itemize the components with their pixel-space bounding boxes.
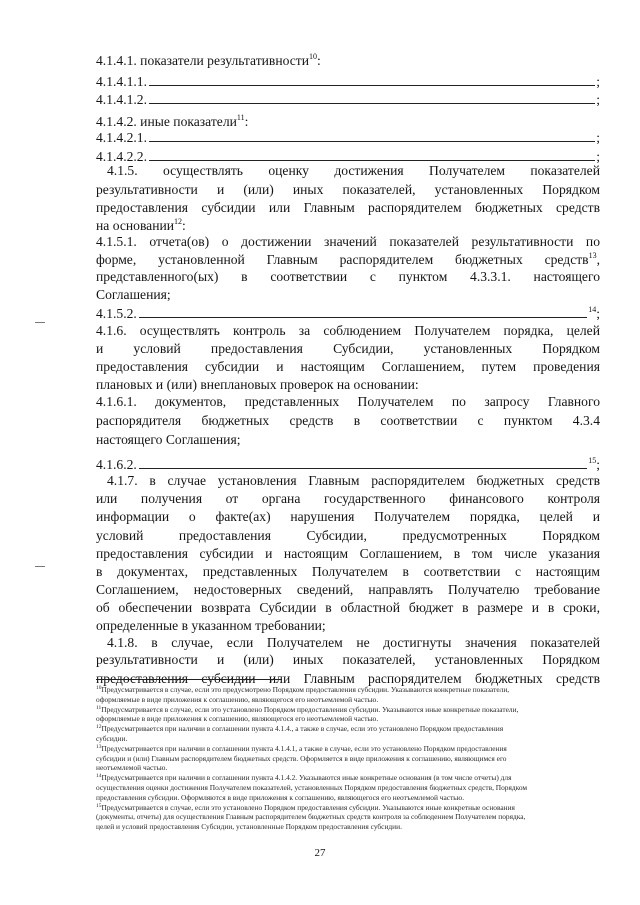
line-content <box>96 182 600 197</box>
fill-in-line <box>96 73 600 90</box>
footnote-text: предоставления субсидии. Оформляются в виде приложения к соглашению, являющегося его неотъемлемой частью. <box>96 792 465 802</box>
footnote-line <box>96 754 596 764</box>
footnote-reference: 15 <box>588 456 597 465</box>
line-text: 4.1.6. осуществлять контроль за соблюдением Получателем порядка, целей <box>96 323 600 338</box>
line-text: 4.1.8. в случае, если Получателем не достигнуты значения показателей <box>107 635 600 650</box>
line-content <box>107 163 600 178</box>
clause-label: 4.1.4.1. показатели результативности <box>96 53 309 68</box>
footnote-reference: 11 <box>236 113 245 122</box>
footnote-line <box>96 812 596 822</box>
paragraph-line <box>96 199 600 216</box>
line-end: ; <box>596 149 600 164</box>
line-content <box>107 635 600 650</box>
footnote-text: неотъемлемой частью. <box>96 763 168 773</box>
line-content <box>96 600 600 615</box>
blank-fill-line <box>149 102 595 104</box>
footnote-text: (документы, отчеты) для осуществления Главным распорядителем бюджетных средств контроля за соблюдением Получателем порядка, <box>96 812 526 822</box>
line-text: определенные в указанном требовании; <box>96 618 326 633</box>
clause-label: 4.1.4.2.1. <box>96 130 147 145</box>
footnote-text: субсидии. <box>96 734 128 743</box>
paragraph-line <box>107 472 600 489</box>
line-end: ; <box>596 306 600 321</box>
line-end: ; <box>596 130 600 145</box>
line-text: предоставления субсидии и настоящим Соглашением, путем проведения <box>96 359 600 374</box>
line-content <box>96 200 600 215</box>
line-text: результативности и (или) иных показателей, установленных Порядком <box>96 182 600 197</box>
footnote-text: Предусматривается в случае, если это установлено Порядком предоставления субсидии. Указываются иные конкретные основания <box>101 802 515 812</box>
line-text: 4.1.5. осуществлять оценку достижения Получателем показателей <box>107 163 600 178</box>
paragraph-line <box>96 340 600 357</box>
fill-in-line <box>96 129 600 146</box>
footnote-line <box>96 763 596 773</box>
line-text: 4.1.6.1. документов, представленных Получателем по запросу Главного <box>96 394 600 409</box>
footnote-line <box>96 724 596 734</box>
clause-label: 4.1.6.2. <box>96 457 137 472</box>
line-text: результативности и (или) иных показателей, установленных Порядком <box>96 652 600 667</box>
footnote-reference: 10 <box>309 52 317 61</box>
footnote-reference: 12 <box>174 217 183 226</box>
line-content <box>96 528 600 543</box>
line-content <box>96 323 600 338</box>
blank-fill-line <box>139 467 587 469</box>
paragraph-line <box>96 268 600 285</box>
line-content <box>107 473 600 488</box>
clause-label: 4.1.4.2.2. <box>96 149 147 164</box>
footnote-reference: 14 <box>588 305 597 314</box>
footnote-reference: 13 <box>96 743 102 750</box>
line-content <box>96 287 171 302</box>
line-content <box>96 234 600 249</box>
footnote-line <box>96 734 596 744</box>
line-content <box>96 618 326 633</box>
footnote-reference: 10 <box>96 685 102 691</box>
line-content <box>96 269 600 284</box>
clause-label: 4.1.4.1.2. <box>96 92 147 107</box>
line-content <box>96 252 600 267</box>
line-text: 4.1.5.1. отчета(ов) о достижении значений показателей результативности по <box>96 234 600 249</box>
paragraph-line <box>96 358 600 375</box>
line-text: в документах, представленных Получателем в соответствии с настоящим <box>96 564 600 579</box>
paragraph-line <box>96 181 600 198</box>
line-text: об обеспечении возврата Субсидии в областной бюджет в размере и в сроки, <box>96 600 600 615</box>
footnote-text: субсидии и (или) Главным распорядителем бюджетных средств. Оформляется в виде приложения к соглашению, являющимся его <box>96 753 507 763</box>
line-end: ; <box>596 74 600 89</box>
line-text: информации о факте(ах) нарушения Получателем порядка, целей и <box>96 509 600 524</box>
line-text: плановых и (или) внеплановых проверок на основании: <box>96 377 419 392</box>
line-content <box>96 582 600 597</box>
fill-in-line <box>96 113 600 130</box>
line-text: на основании <box>96 218 175 233</box>
line-text: распорядителя бюджетных средств в соответствии с пунктом 4.3.4 <box>96 413 600 428</box>
blank-fill-line <box>139 316 587 318</box>
paragraph-line <box>107 162 600 179</box>
line-text: предоставления субсидии и настоящим Соглашением, в том числе указания <box>96 546 600 561</box>
paragraph-line <box>96 322 600 339</box>
line-content <box>96 359 600 374</box>
clause-label: 4.1.5.2. <box>96 306 137 321</box>
fill-in-line <box>96 91 600 108</box>
line-text: предоставления субсидии или Главным распорядителем бюджетных средств <box>96 200 600 215</box>
line-text: условий предоставления Субсидии, предусмотренных Порядком <box>96 528 600 543</box>
line-text: 4.1.7. в случае установления Главным распорядителем бюджетных средств <box>107 473 600 488</box>
line-content <box>96 218 186 233</box>
fill-in-line <box>96 52 600 69</box>
line-text: или получения от органа государственного финансового контроля <box>96 491 600 506</box>
line-content <box>96 432 240 447</box>
line-content <box>96 377 419 392</box>
paragraph-line <box>96 286 600 303</box>
footnote-text: Предусматривается при наличии в соглашении пункта 4.1.4., а также в случае, если это установлено Порядком предоставления <box>101 724 504 734</box>
footnote-reference: 13 <box>588 251 597 260</box>
line-end: : <box>317 53 321 68</box>
paragraph-line <box>96 412 600 429</box>
line-end: : <box>244 114 249 129</box>
paragraph-line <box>96 431 600 448</box>
footnote-line <box>96 783 596 793</box>
line-content <box>96 341 600 356</box>
footnote-text: осуществления оценки достижения Получателем показателей, установленных Порядком предоставления бюджетных средств, Порядком <box>96 783 528 792</box>
footnote-line <box>96 685 596 695</box>
paragraph-line <box>96 376 600 393</box>
fill-in-line <box>96 456 600 473</box>
line-text: Соглашения; <box>96 287 171 302</box>
clause-label: 4.1.4.2. иные показатели <box>96 114 237 129</box>
blank-fill-line <box>149 84 595 86</box>
margin-mark <box>35 566 45 567</box>
footnote-text: оформляемые в виде приложения к соглашению, являющегося его неотъемлемой частью. <box>96 694 379 704</box>
line-content <box>96 413 600 428</box>
footnote-text: Предусматривается при наличии в соглашении пункта 4.1.4.2. Указываются иные конкретные основания (в том числе отчеты) для <box>101 773 512 783</box>
footnote-line <box>96 744 596 754</box>
paragraph-line <box>96 527 600 544</box>
blank-fill-line <box>149 140 595 142</box>
paragraph-line <box>96 251 600 268</box>
clause-label: 4.1.4.1.1. <box>96 74 147 89</box>
footnote-line <box>96 793 596 803</box>
line-text: и условий предоставления Субсидии, установленных Порядком <box>96 341 600 356</box>
line-content <box>96 491 600 506</box>
line-text: Соглашением, недостоверных сведений, направлять Получателю требование <box>96 582 600 597</box>
paragraph-line <box>96 545 600 562</box>
margin-mark <box>35 322 45 323</box>
paragraph-line <box>96 508 600 525</box>
paragraph-line <box>96 581 600 598</box>
line-punct: : <box>182 218 186 233</box>
footnote-text: Предусматривается при наличии в соглашении пункта 4.1.4.1, а также в случае, если это установлено Порядком предоставления <box>101 743 507 753</box>
line-text: предоставления субсидии или Главным распорядителем бюджетных средств <box>96 671 600 686</box>
line-punct: , <box>596 252 600 267</box>
paragraph-line <box>96 393 600 410</box>
footnote-reference: 11 <box>96 704 102 711</box>
footnote-reference: 12 <box>96 724 102 731</box>
page-number: 27 <box>314 847 326 859</box>
line-text: настоящего Соглашения; <box>96 432 241 447</box>
footnote-reference: 15 <box>96 802 102 809</box>
line-content <box>96 394 600 409</box>
line-content <box>96 652 600 667</box>
paragraph-line <box>96 617 600 634</box>
footnote-separator <box>96 679 282 680</box>
paragraph-line <box>96 651 600 668</box>
line-text: представленного(ых) в соответствии с пунктом 4.3.3.1. настоящего <box>96 269 600 284</box>
paragraph-line <box>96 563 600 580</box>
footnote-line <box>96 773 596 783</box>
line-end: ; <box>596 457 600 472</box>
line-content <box>96 546 600 561</box>
paragraph-line <box>96 599 600 616</box>
line-end: ; <box>596 92 600 107</box>
paragraph-line <box>107 634 600 651</box>
paragraph-line <box>96 233 600 250</box>
footnote-text: целей и условий предоставления Субсидии, установленные Порядком предоставления субсидии. <box>96 822 402 832</box>
footnote-text: оформляемые в виде приложения к соглашению, являющегося его неотъемлемой частью. <box>96 714 379 724</box>
paragraph-line <box>96 217 600 234</box>
footnote-line <box>96 714 596 724</box>
footnote-reference: 14 <box>96 773 102 780</box>
footnote-text: Предусматривается в случае, если это установлено Порядком предоставления субсидии. Указываются иные конкретные показатели, <box>101 704 519 714</box>
blank-fill-line <box>149 159 595 161</box>
paragraph-line <box>96 490 600 507</box>
footnote-line <box>96 705 596 715</box>
line-content <box>96 509 600 524</box>
line-text: форме, установленной Главным распорядителем бюджетных средств <box>96 252 589 267</box>
footnote-line <box>96 695 596 705</box>
line-content <box>96 564 600 579</box>
footnote-line <box>96 822 596 832</box>
footnote-text: Предусматривается в случае, если это предусмотрено Порядком предоставления субсидии. Указываются конкретные показатели, <box>101 685 510 694</box>
fill-in-line <box>96 305 600 322</box>
footnote-line <box>96 803 596 813</box>
